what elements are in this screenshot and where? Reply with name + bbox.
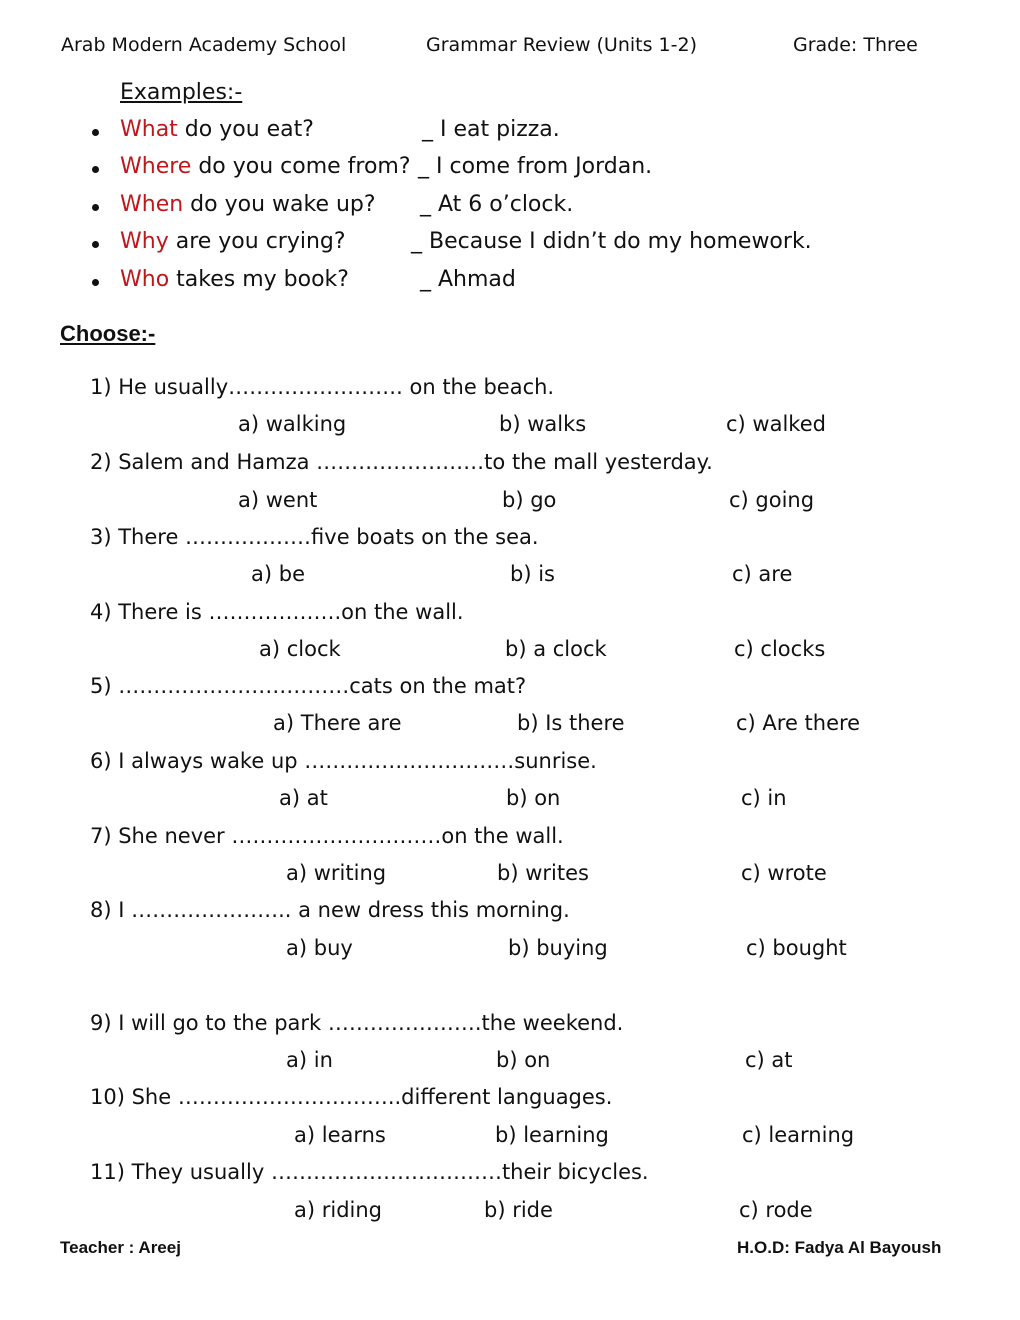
- examples-heading: Examples:-: [120, 80, 243, 105]
- example-question: What do you eat?: [120, 117, 314, 142]
- option-a[interactable]: a) learns: [294, 1123, 386, 1147]
- example-question: Who takes my book?: [120, 267, 349, 292]
- worksheet-title: Grammar Review (Units 1-2): [426, 34, 697, 56]
- option-b[interactable]: b) ride: [484, 1198, 553, 1222]
- option-b[interactable]: b) is: [510, 562, 555, 586]
- option-c[interactable]: c) rode: [739, 1198, 813, 1222]
- question-text: 11) They usually ……………………………their bicycles.: [90, 1160, 649, 1184]
- option-a[interactable]: a) went: [238, 488, 318, 512]
- option-a[interactable]: a) be: [251, 562, 305, 586]
- option-c[interactable]: c) in: [741, 786, 787, 810]
- example-answer: _ At 6 o’clock.: [420, 192, 574, 217]
- option-c[interactable]: c) are: [732, 562, 793, 586]
- option-b[interactable]: b) learning: [495, 1123, 609, 1147]
- choose-heading: Choose:-: [60, 321, 156, 346]
- option-b[interactable]: b) walks: [499, 412, 587, 436]
- example-answer: _ I come from Jordan.: [418, 154, 653, 179]
- bullet-icon: [92, 241, 99, 248]
- option-b[interactable]: b) on: [506, 786, 561, 810]
- question-word: What: [120, 117, 178, 142]
- option-a[interactable]: a) walking: [238, 412, 347, 436]
- example-answer: _ Ahmad: [420, 267, 516, 292]
- example-question: Why are you crying?: [120, 229, 346, 254]
- option-c[interactable]: c) Are there: [736, 711, 861, 735]
- bullet-icon: [92, 204, 99, 211]
- question-word: Why: [120, 229, 169, 254]
- option-b[interactable]: b) Is there: [517, 711, 625, 735]
- example-answer: _ Because I didn’t do my homework.: [411, 229, 812, 254]
- bullet-icon: [92, 279, 99, 286]
- question-word: Who: [120, 267, 170, 292]
- option-c[interactable]: c) clocks: [734, 637, 826, 661]
- bullet-icon: [92, 166, 99, 173]
- option-b[interactable]: b) on: [496, 1048, 551, 1072]
- option-b[interactable]: b) writes: [497, 861, 589, 885]
- question-text: 10) She …………………………..different languages.: [90, 1085, 613, 1109]
- question-text: 2) Salem and Hamza ……………………to the mall yesterday.: [90, 450, 713, 474]
- option-a[interactable]: a) in: [286, 1048, 333, 1072]
- option-c[interactable]: c) learning: [742, 1123, 855, 1147]
- question-text: 1) He usually……………………. on the beach.: [90, 375, 555, 399]
- option-b[interactable]: b) go: [502, 488, 557, 512]
- teacher-name: Teacher : Areej: [60, 1238, 181, 1257]
- option-a[interactable]: a) clock: [259, 637, 341, 661]
- question-text: 3) There ………………five boats on the sea.: [90, 525, 539, 549]
- option-c[interactable]: c) at: [745, 1048, 793, 1072]
- question-text: 9) I will go to the park ………………….the weekend.: [90, 1011, 624, 1035]
- option-a[interactable]: a) writing: [286, 861, 387, 885]
- option-c[interactable]: c) wrote: [741, 861, 827, 885]
- option-a[interactable]: a) at: [279, 786, 328, 810]
- option-a[interactable]: a) riding: [294, 1198, 383, 1222]
- example-answer: _ I eat pizza.: [422, 117, 560, 142]
- bullet-icon: [92, 129, 99, 136]
- school-name: Arab Modern Academy School: [61, 34, 347, 56]
- question-word: Where: [120, 154, 192, 179]
- option-c[interactable]: c) going: [729, 488, 815, 512]
- option-c[interactable]: c) walked: [726, 412, 826, 436]
- grade-label: Grade: Three: [793, 34, 918, 56]
- question-text: 4) There is ……………….on the wall.: [90, 600, 464, 624]
- question-text: 7) She never …………………………on the wall.: [90, 824, 564, 848]
- option-a[interactable]: a) There are: [273, 711, 402, 735]
- example-question: When do you wake up?: [120, 192, 376, 217]
- question-text: 6) I always wake up …………………………sunrise.: [90, 749, 597, 773]
- example-question: Where do you come from?: [120, 154, 411, 179]
- question-text: 8) I ………………….. a new dress this morning.: [90, 898, 570, 922]
- hod-name: H.O.D: Fadya Al Bayoush: [737, 1238, 942, 1257]
- option-b[interactable]: b) a clock: [505, 637, 607, 661]
- question-word: When: [120, 192, 184, 217]
- option-c[interactable]: c) bought: [746, 936, 847, 960]
- option-a[interactable]: a) buy: [286, 936, 353, 960]
- option-b[interactable]: b) buying: [508, 936, 608, 960]
- question-text: 5) ……………………………cats on the mat?: [90, 674, 527, 698]
